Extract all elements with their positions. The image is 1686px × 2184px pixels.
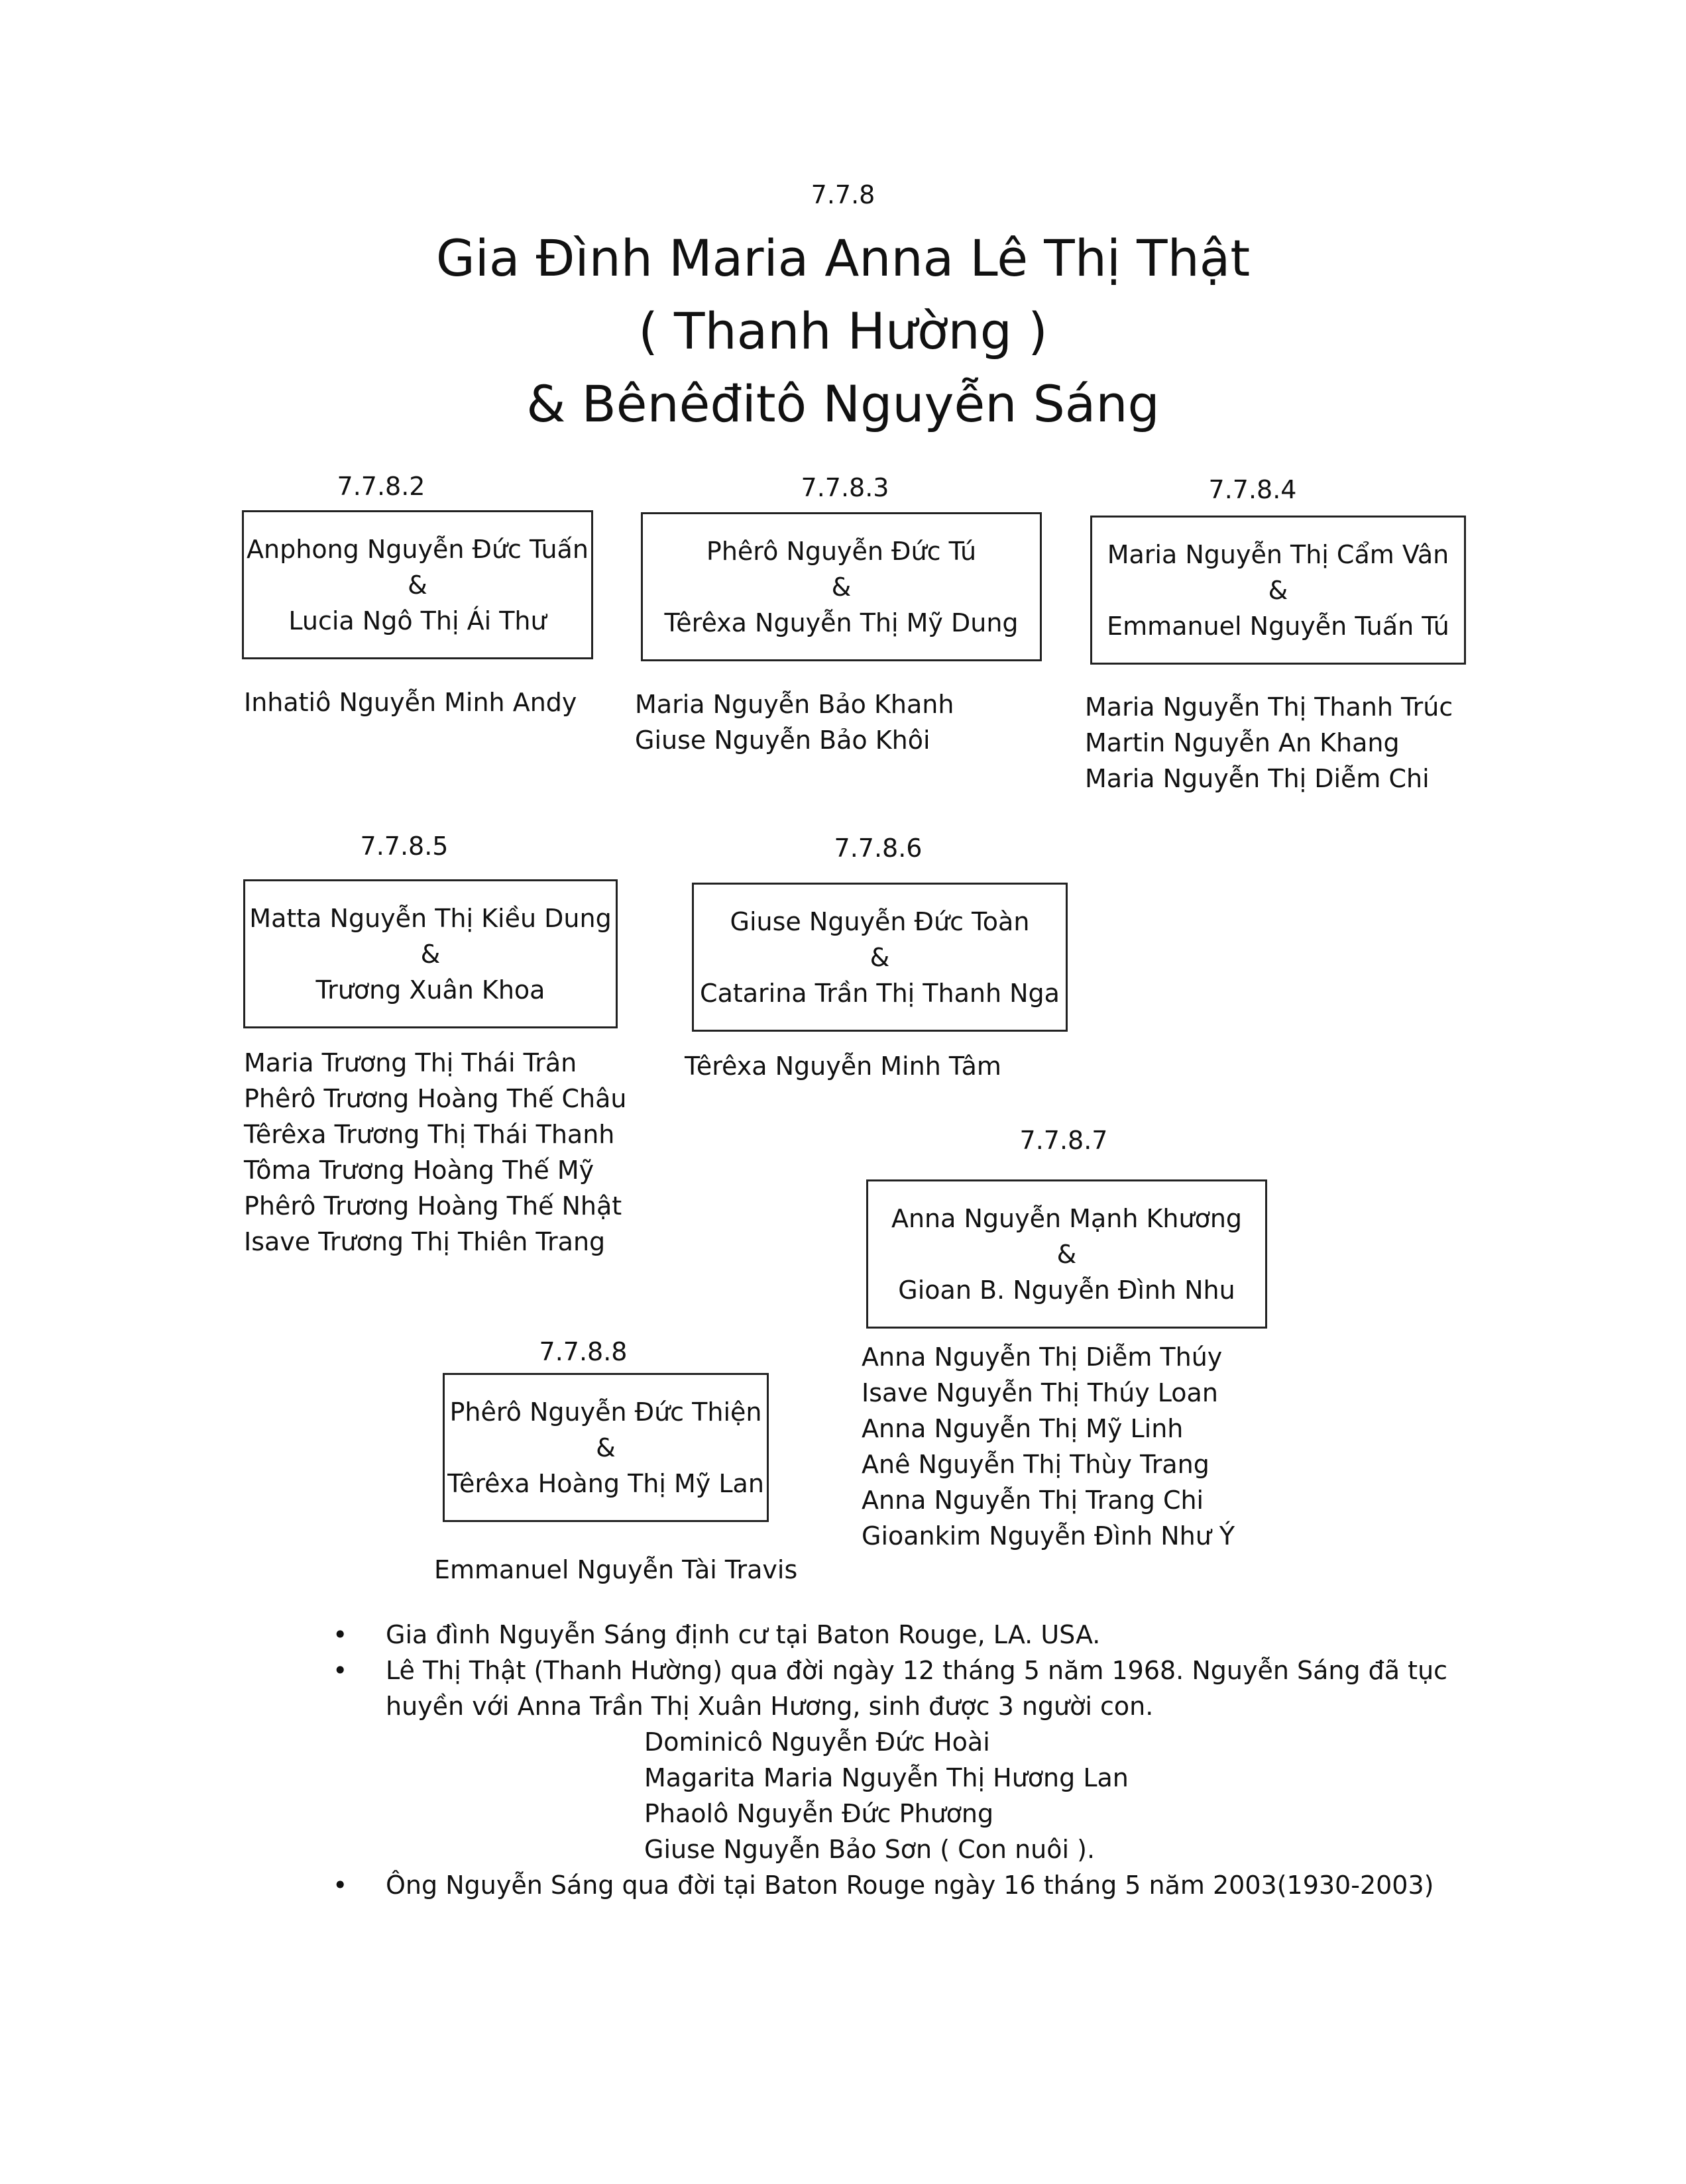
child-name: Têrêxa Trương Thị Thái Thanh — [244, 1120, 615, 1149]
child-name: Anna Nguyễn Thị Mỹ Linh — [862, 1414, 1184, 1443]
child-name: Martin Nguyễn An Khang — [1085, 728, 1400, 757]
child-name: Gioankim Nguyễn Đình Như Ý — [862, 1521, 1235, 1551]
note-item — [331, 1653, 1458, 1867]
child-name: Tôma Trương Hoàng Thế Mỹ — [244, 1156, 594, 1185]
children-list — [862, 1339, 1235, 1554]
children-list — [1085, 689, 1453, 796]
children-list — [244, 1045, 627, 1260]
child-name: Maria Trương Thị Thái Trân — [244, 1048, 577, 1077]
note-item — [331, 1617, 1458, 1653]
child-name: Anna Nguyễn Thị Trang Chi — [862, 1486, 1204, 1515]
child-name: Dominicô Nguyễn Đức Hoài — [644, 1727, 990, 1757]
child-name: Emmanuel Nguyễn Tài Travis — [434, 1555, 798, 1584]
spouse-name: Giuse Nguyễn Đức Toàn — [730, 906, 1030, 936]
bullet: • — [333, 1871, 348, 1900]
children-list — [685, 1048, 1001, 1084]
ampersand: & — [870, 942, 890, 972]
child-name: Isave Nguyễn Thị Thúy Loan — [862, 1378, 1218, 1407]
bullet: • — [333, 1620, 348, 1649]
section-number: 7.7.8 — [811, 180, 875, 209]
spouse-name: Phêrô Nguyễn Đức Tú — [706, 536, 977, 566]
child-name: Maria Nguyễn Thị Thanh Trúc — [1085, 692, 1453, 722]
spouse-name: Matta Nguyễn Thị Kiều Dung — [249, 903, 612, 933]
child-name: Isave Trương Thị Thiên Trang — [244, 1227, 606, 1256]
child-name: Phêrô Trương Hoàng Thế Nhật — [244, 1191, 622, 1221]
note-text: Lê Thị Thật (Thanh Hường) qua đời ngày 12 tháng 5 năm 1968. Nguyễn Sáng đã tục — [386, 1656, 1448, 1685]
spouse-name: Lucia Ngô Thị Ái Thư — [288, 606, 547, 635]
ampersand: & — [596, 1433, 616, 1462]
family-code: 7.7.8.6 — [834, 834, 923, 863]
family-box — [242, 510, 593, 659]
spouse-name: Gioan B. Nguyễn Đình Nhu — [898, 1275, 1235, 1305]
child-name: Anna Nguyễn Thị Diễm Thúy — [862, 1342, 1223, 1372]
family-box — [443, 1373, 769, 1522]
family-box — [243, 879, 618, 1028]
child-name: Maria Nguyễn Bảo Khanh — [635, 690, 954, 719]
child-name: Têrêxa Nguyễn Minh Tâm — [685, 1052, 1001, 1081]
spouse-name: Phêrô Nguyễn Đức Thiện — [449, 1397, 762, 1427]
ampersand: & — [420, 939, 441, 969]
second-marriage-children — [386, 1724, 1458, 1867]
ampersand: & — [831, 572, 852, 602]
children-list — [434, 1552, 797, 1588]
child-name: Maria Nguyễn Thị Diễm Chi — [1085, 764, 1430, 793]
child-name: Phaolô Nguyễn Đức Phương — [644, 1799, 994, 1828]
ampersand: & — [408, 570, 427, 600]
spouse-name: Emmanuel Nguyễn Tuấn Tú — [1107, 611, 1449, 641]
family-box — [692, 883, 1068, 1032]
note-item — [331, 1867, 1458, 1903]
child-name: Anê Nguyễn Thị Thùy Trang — [862, 1450, 1209, 1479]
child-name: Phêrô Trương Hoàng Thế Châu — [244, 1084, 627, 1113]
child-name: Inhatiô Nguyễn Minh Andy — [244, 688, 577, 717]
page-title-line-1: Gia Đình Maria Anna Lê Thị Thật — [435, 229, 1251, 288]
child-name: Giuse Nguyễn Bảo Khôi — [635, 726, 930, 755]
ampersand: & — [1268, 575, 1288, 605]
page-title-line-2: ( Thanh Hường ) — [638, 301, 1048, 360]
child-name: Giuse Nguyễn Bảo Sơn ( Con nuôi ). — [644, 1835, 1096, 1864]
family-code: 7.7.8.3 — [801, 473, 889, 502]
family-code: 7.7.8.8 — [539, 1337, 628, 1366]
note-text: Gia đình Nguyễn Sáng định cư tại Baton Rouge, LA. USA. — [386, 1620, 1101, 1649]
bullet: • — [333, 1656, 348, 1685]
family-box — [866, 1179, 1267, 1329]
family-code: 7.7.8.4 — [1208, 475, 1297, 504]
children-list — [635, 686, 954, 758]
ampersand: & — [1056, 1239, 1077, 1269]
family-code: 7.7.8.7 — [1019, 1126, 1108, 1155]
family-code: 7.7.8.5 — [360, 832, 449, 861]
family-code: 7.7.8.2 — [337, 472, 425, 501]
spouse-name: Têrêxa Nguyễn Thị Mỹ Dung — [664, 608, 1019, 637]
spouse-name: Anna Nguyễn Mạnh Khương — [891, 1203, 1243, 1233]
spouse-name: Catarina Trần Thị Thanh Nga — [700, 978, 1060, 1008]
family-box — [641, 512, 1042, 661]
spouse-name: Trương Xuân Khoa — [315, 975, 545, 1005]
notes-section — [331, 1617, 1458, 1903]
spouse-name: Anphong Nguyễn Đức Tuấn — [247, 534, 589, 564]
note-text: Ông Nguyễn Sáng qua đời tại Baton Rouge ngày 16 tháng 5 năm 2003(1930-2003) — [386, 1871, 1434, 1900]
child-name: Magarita Maria Nguyễn Thị Hương Lan — [644, 1763, 1129, 1792]
spouse-name: Maria Nguyễn Thị Cẩm Vân — [1107, 539, 1449, 569]
children-list — [244, 684, 577, 720]
family-box — [1090, 516, 1466, 665]
spouse-name: Têrêxa Hoàng Thị Mỹ Lan — [447, 1468, 764, 1498]
note-text: huyền với Anna Trần Thị Xuân Hương, sinh được 3 người con. — [386, 1692, 1154, 1721]
page-title-line-3: & Bênêđitô Nguyễn Sáng — [526, 374, 1160, 433]
